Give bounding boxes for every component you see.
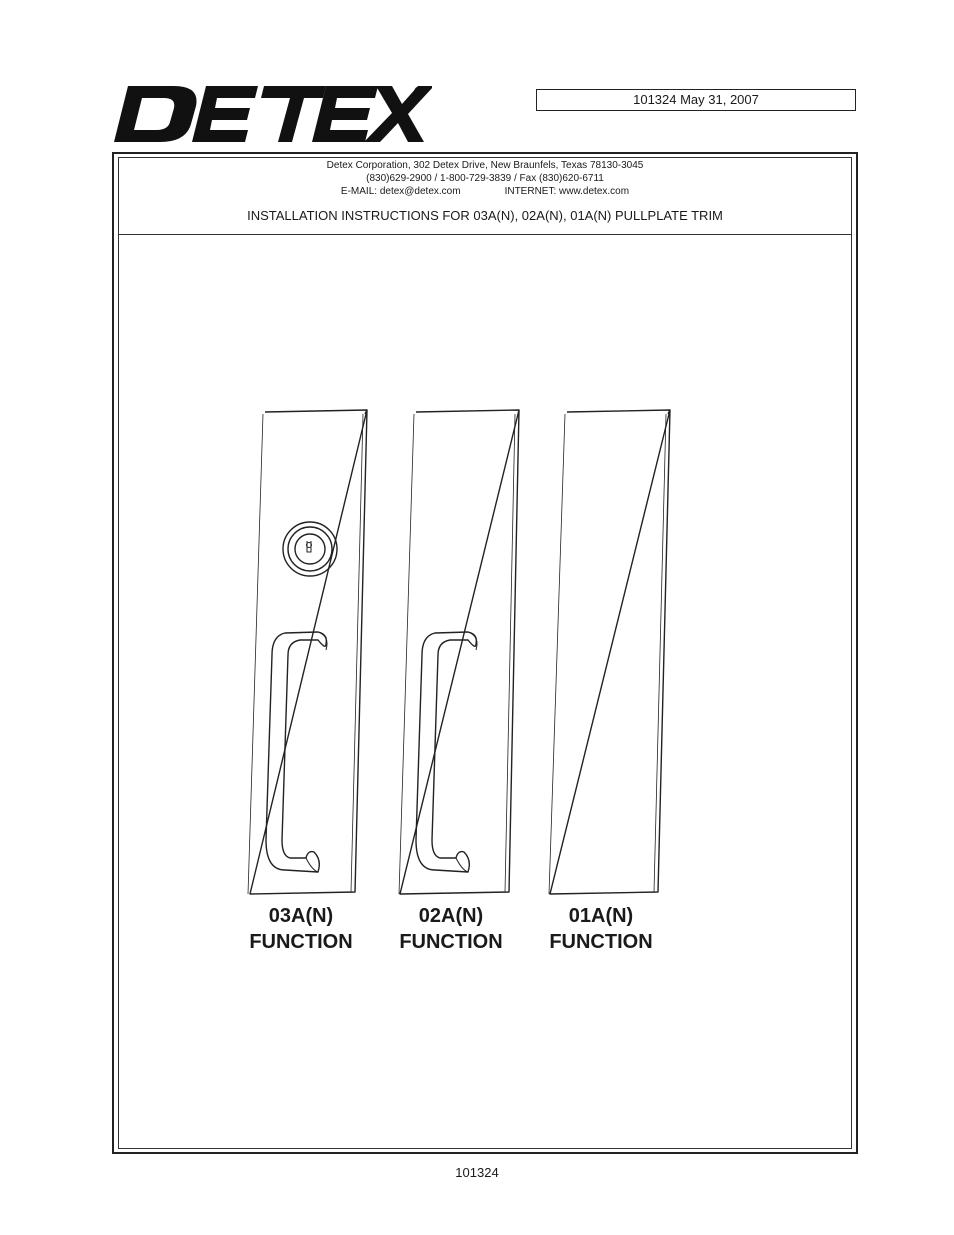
function-label-02an	[381, 903, 521, 955]
function-label-03an	[231, 903, 371, 955]
function-word: FUNCTION	[549, 931, 653, 953]
function-word: FUNCTION	[249, 931, 353, 953]
function-label-01an	[531, 903, 671, 955]
contact-web-line	[118, 185, 852, 198]
detex-logo	[112, 80, 432, 146]
footer-doc-number: 101324	[455, 1165, 499, 1180]
email-text: E-MAIL: detex@detex.com	[340, 186, 461, 197]
function-word: FUNCTION	[399, 931, 503, 953]
registered-mark: ®	[414, 83, 425, 99]
plate-02an-drawing	[399, 410, 519, 894]
model-number: 02A(N)	[418, 905, 484, 927]
model-number: 03A(N)	[268, 905, 334, 927]
address-line: Detex Corporation, 302 Detex Drive, New Braunfels, Texas 78130-3045	[326, 160, 644, 171]
phone-line: (830)629-2900 / 1-800-729-3839 / Fax (830)620-6711	[366, 173, 604, 184]
plate-01an-drawing	[549, 410, 670, 894]
internet-text: INTERNET: www.detex.com	[504, 186, 630, 197]
model-number: 01A(N)	[568, 905, 634, 927]
installation-heading: INSTALLATION INSTRUCTIONS FOR 03A(N), 02A(N), 01A(N) PULLPLATE TRIM	[247, 208, 723, 223]
document-reference: 101324 May 31, 2007	[536, 89, 856, 111]
pullplate-illustrations	[230, 400, 690, 910]
plate-03an-drawing	[248, 410, 367, 894]
